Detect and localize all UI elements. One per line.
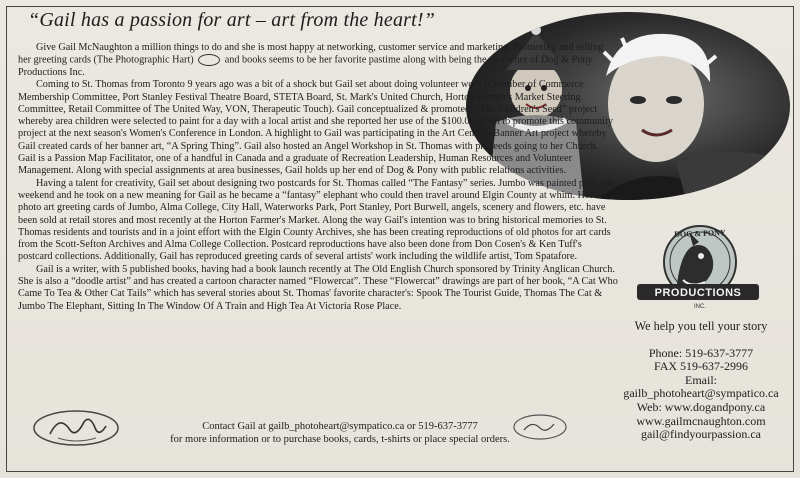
contact-sidebar xyxy=(606,320,796,442)
email-address-secondary: gail@findyourpassion.ca xyxy=(640,427,762,442)
dog-and-pony-logo xyxy=(625,222,760,310)
contact-line-1: Contact Gail at gailb_photoheart@sympatico.ca or 519-637-3777 xyxy=(202,421,478,432)
article-paragraph: Gail is a writer, with 5 published books, having had a book launch recently at The Old English Church sponsored by Trinity Anglican Church. She is also a “doodle artist” and has created a cartoon character named “Flowercat”. These “Flowercat” drawings are part of her book, “A Cat Who Came To Tea & Other Cat Tails” which has several stories about St. Thomas' favorite character's: Spook The Tourist Guide, Thomas The Cat & Jumbo The Elephant, Sitting In The Window Of A Train and High Tea At Victoria Rose Place. xyxy=(18,263,618,312)
photographic-hart-logo-icon xyxy=(198,54,220,66)
signature-emblem-icon xyxy=(30,408,122,448)
article-paragraph: Coming to St. Thomas from Toronto 9 years ago was a bit of a shock but Gail set about doing volunteer work (Chamber of Commerce Membership Committee, Port Stanley Festival Theatre Board, STETA Board, St. Mark's United Church, Horton Farmer's Market Steering Committee, Retail Committee of The United Way, VON, Therapeutic Touch). Gail conceptualized & promoted, “The Children's Seed” project whereby area children were selected to paint for a day with a local artist and she reported her use of the $100.00 given to promote this community project at the next season's Women's Conference in London. A highlight to Gail was participating in the Art Centre's Banner Art project whereby Gail created cards of her banner art, “A Spring Thing”. Gail also hosted an Angel Workshop in St. Thomas with proceeds going to her Church. Gail is a Passion Map Facilitator, one of a handful in Canada and a graduate of Recreation Leadership, Human Resources and Volunteer Management. Along with special assignments at area businesses, Gail holds up her end of Dog & Pony with public relations activities. xyxy=(18,79,613,177)
logo-top-text: DOG & PONY xyxy=(673,228,726,239)
website-primary: Web: www.dogandpony.ca xyxy=(636,399,766,414)
dog-and-pony-logo-icon xyxy=(625,222,760,310)
website-secondary: www.gailmcnaughton.com xyxy=(636,413,766,428)
email-label: Email: xyxy=(685,372,717,387)
article-headline: “Gail has a passion for art – art from the heart!” xyxy=(28,9,436,31)
tagline: We help you tell your story xyxy=(634,319,768,333)
signature-emblem-icon xyxy=(510,412,570,442)
article-body xyxy=(18,42,618,313)
small-emblem xyxy=(510,412,570,442)
logo-small-text: INC. xyxy=(694,304,706,310)
contact-line-2: for more information or to purchase books, cards, t-shirts or place special orders. xyxy=(170,434,510,445)
logo-banner-text: PRODUCTIONS xyxy=(654,287,742,299)
phone-number: Phone: 519-637-3777 xyxy=(648,345,754,360)
photographic-hart-emblem xyxy=(30,408,122,448)
contact-footer xyxy=(160,420,520,446)
paragraph-text: Give Gail McNaughton a million things to do and she is most happy at networking, customer service and marketing. Promoting and selling her greeting cards (The Photographic Hart) xyxy=(18,42,604,66)
article-paragraph xyxy=(18,42,618,79)
email-address-primary: gailb_photoheart@sympatico.ca xyxy=(623,386,779,401)
paragraph-text: and books seems to be her favorite pastime along with being the co-owner of Dog & Pony Productions Inc. xyxy=(18,54,593,78)
fax-number: FAX 519-637-2996 xyxy=(653,359,749,374)
article-paragraph: Having a talent for creativity, Gail set about designing two postcards for St. Thomas called “The Fantasy” series. Jumbo was painted pink one weekend and he took on a new meaning for Gail as he became a “fantasy” elephant who could then travel around Elgin County at whim. Her photo art greeting cards of Jumbo, Alma College, City Hall, Waterworks Park, Port Stanley, Port Burwell, angels, scenery and flowers, etc. have been sold at retail stores and most recently at the Horton Farmer's Market. Along the way Gail's intention was to bring historical memories to St. Thomas residents and tourists and in a joint effort with the Elgin County Archives, she has been creating reproductions of old photos for art cards from the Scott-Sefton Archives and Alma College Collection. Postcard reproductions have also been done from Don Cosen's & Ken Tuff's postcard collections. Additionally, Gail has reproduced greeting cards of several artists' work including the wildlife artist, Tom Spataforе. xyxy=(18,177,615,263)
